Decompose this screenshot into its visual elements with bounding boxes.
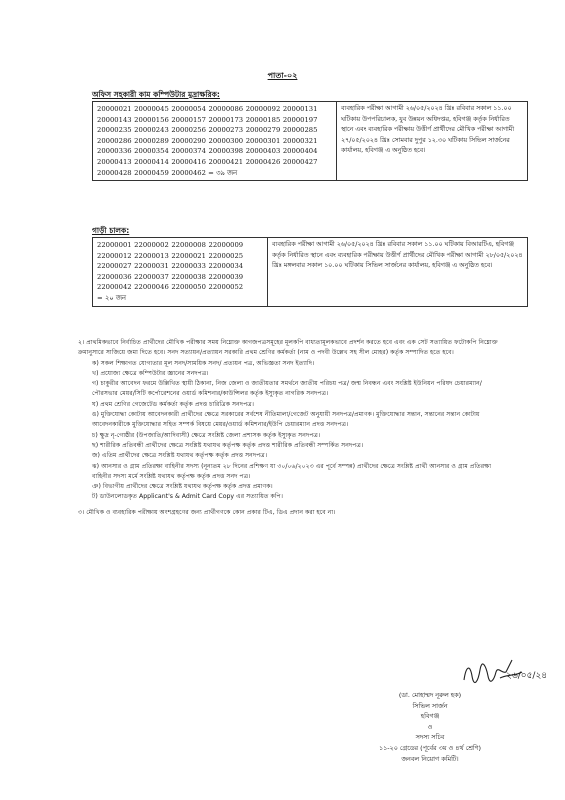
instruction-sub-item: খ) প্রযোজ্য ক্ষেত্রে কম্পিউটার জ্ঞানের সনদপত্র।	[92, 369, 209, 377]
exam-schedule-note: ব্যবহারিক পরীক্ষা আগামী ২৬/০৫/২০২৪ খ্রিঃ রবিবার সকাল ১১.০০ ঘটিকায় উপপরিচালক, যুব উন্নয়ন অধিদপ্তর, হবিগঞ্জ কর্তৃক নির্ধারিত স্থানে এবং ব্যবহারিক পরীক্ষায় উত্তীর্ণ প্রার্থীদের মৌখিক পরীক্ষা আগামী ২৭/০৫/২০২৪ খ্রিঃ সোমবার দুপুর ১২.৩০ ঘটিকায় সিভিল সার্জনের কার্যালয়, হবিগঞ্জ এ অনুষ্ঠিত হবে।	[337, 102, 528, 181]
roll-row: = ২০ জন	[97, 293, 126, 302]
signer-name: (ডা. মোহাম্মদ নূরুল হক)	[398, 691, 462, 699]
signer-committee: জনবল নিয়োগ কমিটি।	[401, 754, 459, 763]
roll-row: 20000336 20000354 20000374 20000398 20000403 20000404	[97, 147, 318, 156]
document-instructions	[78, 338, 498, 518]
roll-numbers-cell	[93, 238, 268, 307]
signer-designation: সিভিল সার্জন	[412, 701, 448, 710]
instruction-sub-item: ঘ) প্রথম শ্রেণির গেজেটেড কর্মকর্তা কর্তৃক প্রদত্ত চারিত্রিক সনদপত্র।	[92, 400, 255, 408]
signer-district: হবিগঞ্জ	[420, 712, 440, 721]
instruction-sub-item: ট) ডাউনলোডকৃত Applicant's & Admit Card Copy এর সত্যায়িত কপি।	[92, 493, 283, 501]
section-title-office-assistant: অফিস সহকারী কাম কম্পিউটার মুদ্রাক্ষরিক:	[92, 90, 220, 99]
roll-numbers-cell	[93, 102, 337, 181]
signature-date: ২৬/০৫/২৪	[506, 671, 548, 681]
handwritten-signature	[456, 652, 548, 692]
roll-row: 20000286 20000289 20000290 20000300 20000301 20000321	[97, 136, 318, 145]
signer-role: সদস্য সচিব	[415, 733, 445, 742]
roll-row: 22000027 22000031 22000033 22000034	[97, 262, 244, 271]
roll-row: 22000012 22000013 22000021 22000025	[97, 251, 244, 260]
roll-table-driver	[92, 237, 528, 307]
instruction-sub-item: ঙ) মুক্তিযোদ্ধা কোটায় আবেদনকারী প্রার্থীদের ক্ষেত্রে সরকারের সর্বশেষ নীতিমালা/গেজেট অনুযায়ী সনদপত্র/প্রমাণক। মুক্তিযোদ্ধার সন্তান, সন্তানের সন্তান কোটায় আবেদনকারীকে মুক্তিযোদ্ধার সহিত সম্পর্ক বিষয়ে মেয়র/ওয়ার্ড কমিশনার/ইউপি চেয়ারম্যান প্রদত্ত সনদপত্র।	[92, 411, 480, 429]
roll-row: 20000143 20000156 20000157 20000173 20000185 20000197	[97, 115, 318, 124]
section-title-driver: গাড়ী চালক:	[92, 226, 130, 235]
instruction-sub-item: ঝ) আনসার ও গ্রাম প্রতিরক্ষা বাহিনীর সদস্য (নূন্যতম ২৮ দিনের প্রশিক্ষণ যা ৩০/০৬/২০২৩ এর পূর্বে সম্পন্ন) প্রার্থীদের ক্ষেত্রে সংশ্লিষ্ট প্রার্থী আনসার ও গ্রাম প্রতিরক্ষা বাহিনীর সদস্য মর্মে সংশ্লিষ্ট যথাযথ কর্তৃপক্ষ কর্তৃক প্রদত্ত সনদ পত্র।	[92, 462, 492, 480]
signer-block	[330, 690, 530, 764]
roll-row: 22000036 22000037 22000038 22000039	[97, 272, 244, 281]
instruction-sub-item: ক) সকল শিক্ষাগত যোগ্যতার মূল সনদ/সাময়িক সনদ/ প্রত্যয়ন পত্র, অভিজ্ঞতা সনদ ইত্যাদি।	[92, 359, 315, 367]
page-number: পাতা-০২	[267, 71, 298, 80]
roll-table-office-assistant	[92, 101, 528, 181]
instruction-sub-item: ছ) শারীরিক প্রতিবন্ধী প্রার্থীদের ক্ষেত্রে সংশ্লিষ্ট যথাযথ কর্তৃপক্ষ কর্তৃক প্রদত্ত শারীরিক প্রতিবন্ধী সম্পর্কিত সনদপত্র।	[92, 441, 364, 449]
instruction-sub-item: ঞ) বিভাগীয় প্রার্থীদের ক্ষেত্রে সংশ্লিষ্ট যথাযথ কর্তৃপক্ষ কর্তৃক প্রদত্ত প্রমাণক।	[92, 483, 273, 491]
instruction-item-3: ৩। মৌখিক ও ব্যবহারিক পরীক্ষায় অংশগ্রহণের জন্য প্রার্থীগণকে কোন প্রকার টিএ, ডিএ প্রদান করা হবে না।	[78, 508, 336, 516]
instruction-sub-item: জ) এতিম প্রার্থীদের ক্ষেত্রে সংশ্লিষ্ট যথাযথ কর্তৃপক্ষ কর্তৃক প্রদত্ত সনদপত্র।	[92, 452, 268, 460]
roll-row: 22000042 22000046 22000050 22000052	[97, 283, 244, 292]
instruction-item-2: ২। প্রাথমিকভাবে নির্বাচিত প্রার্থীদের মৌখিক পরীক্ষার সময় নিম্নোক্ত কাগজপত্রসমূহের মূলকপি বাধ্যতামূলকভাবে প্রদর্শন করতে হবে এবং এক সেট সত্যায়িত ফটোকপি নিম্নোক্ত ক্রমানুসারে সাজিয়ে জমা দিতে হবে। সনদ সত্যায়ন/প্রত্যায়ন সরকারি প্রথম শ্রেণির কর্মকর্তা (নাম ও পদবী উল্লেখ সহ সীল মোহর) কর্তৃক সম্পাদিত হতে হবে।	[78, 339, 498, 357]
roll-row: 20000235 20000243 20000256 20000273 20000279 20000285	[97, 126, 318, 135]
instruction-sub-item: গ) চাকুরীর আবেদন ফরমে উল্লিখিত স্থায়ী ঠিকানা, নিজ জেলা ও জাতীয়তার সমর্থনে জাতীয় পরিচয় পত্র/ জন্ম নিবন্ধন এবং সংশ্লিষ্ট ইউনিয়ন পরিষদ চেয়ারম্যান/পৌরসভার মেয়র/সিটি কর্পোরেশনের ওয়ার্ড কমিশনার/কাউন্সিলর কর্তৃক ইস্যুকৃত নাগরিক সনদপত্র।	[92, 380, 482, 398]
roll-row: 20000021 20000045 20000054 20000086 20000092 20000131	[97, 105, 318, 113]
signer-conjunction: ও	[427, 722, 433, 731]
exam-schedule-note: ব্যবহারিক পরীক্ষা আগামী ২৬/০৫/২০২৪ খ্রিঃ রবিবার সকাল ১১.০০ ঘটিকায় বিআরটিএ, হবিগঞ্জ কর্তৃক নির্ধারিত স্থানে এবং ব্যবহারিক পরীক্ষায় উত্তীর্ণ প্রার্থীদের মৌখিক পরীক্ষা আগামী ২৮/০৫/২০২৪ খ্রিঃ মঙ্গলবার সকাল ১০.০০ ঘটিকায় সিভিল সার্জনের কার্যালয়, হবিগঞ্জ এ অনুষ্ঠিত হবে।	[268, 238, 528, 307]
instruction-sub-item: চ) ক্ষুদ্র নৃ-গোষ্ঠীর (উপজাতি/আদিবাসী) ক্ষেত্রে সংশ্লিষ্ট জেলা প্রশাসক কর্তৃক ইস্যুকৃত সনদপত্র।	[92, 431, 321, 439]
signer-committee-grade: ১১-২০ গ্রেডের (পূর্বের ৩য় ও ৪র্থ শ্রেণি)	[378, 743, 482, 752]
roll-row: 22000001 22000002 22000008 22000009	[97, 241, 244, 249]
roll-row: 20000413 20000414 20000416 20000421 20000426 20000427	[97, 157, 318, 166]
roll-row: 20000428 20000459 20000462 = ৩৯ জন	[97, 168, 238, 177]
